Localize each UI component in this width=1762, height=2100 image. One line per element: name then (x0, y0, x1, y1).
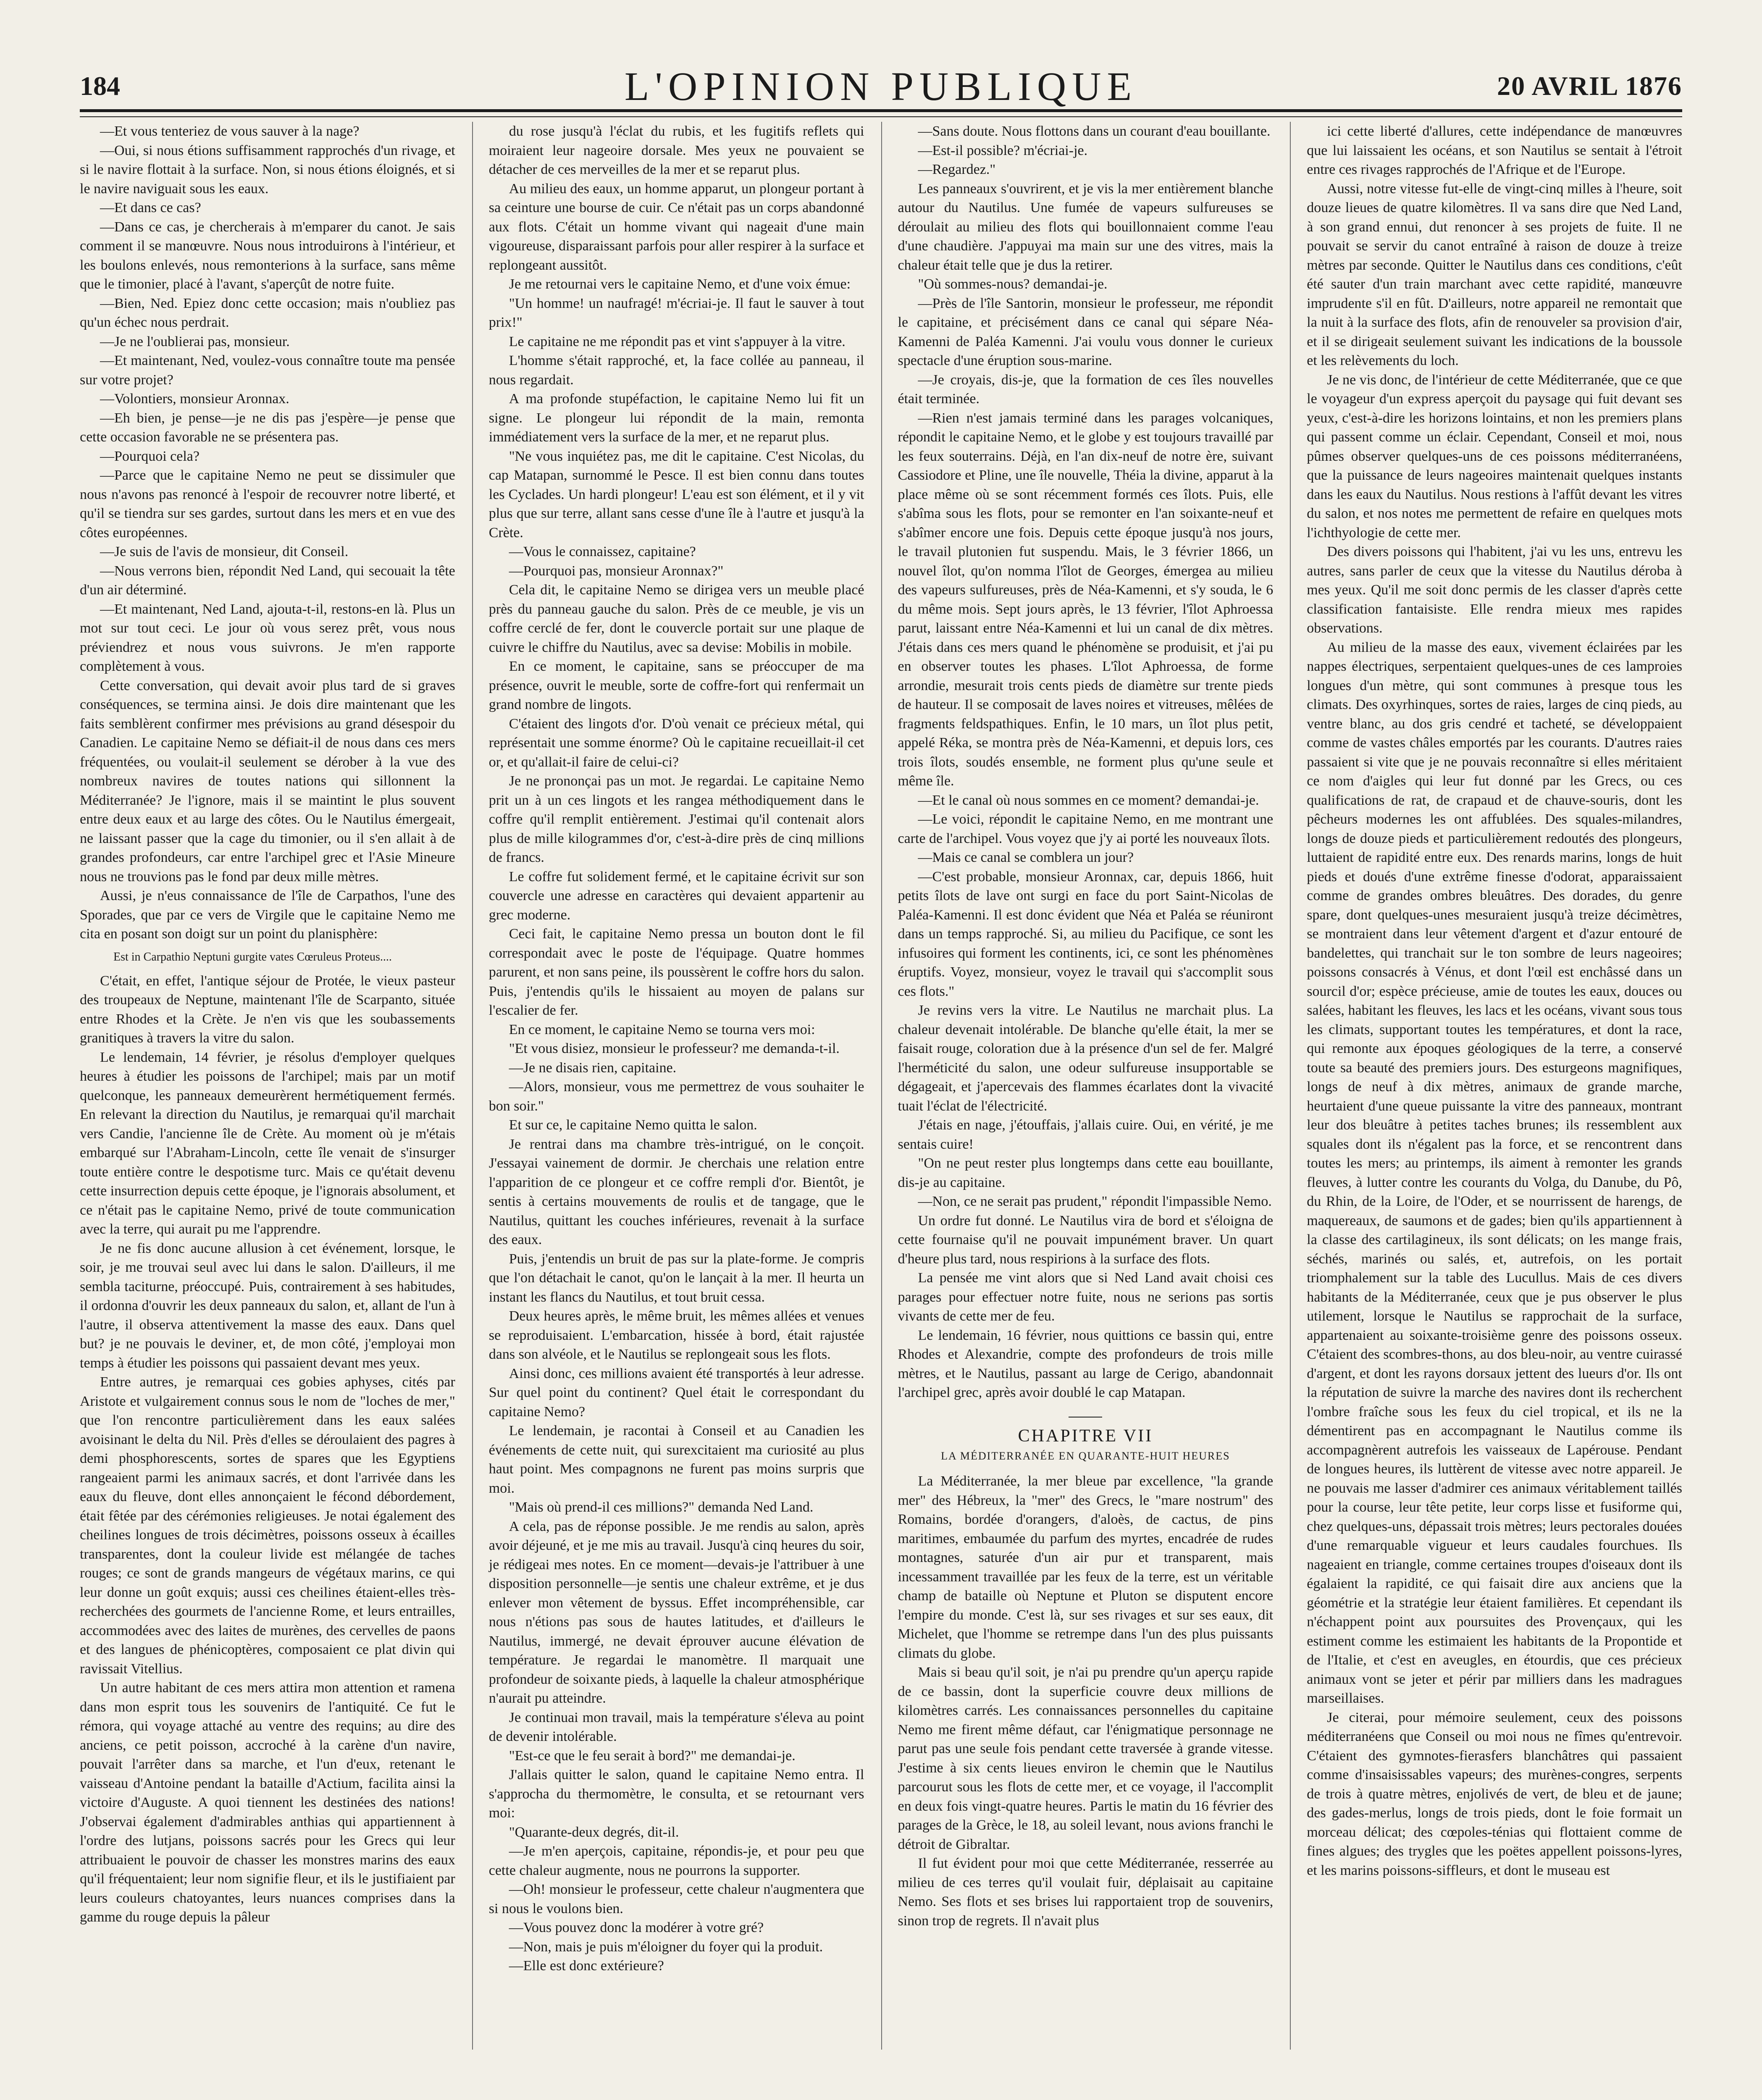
article-paragraph: —Eh bien, je pense—je ne dis pas j'espère—je pense que cette occasion favorable ne se présentera pas. (80, 410, 455, 445)
article-paragraph: —Je ne l'oublierai pas, monsieur. (100, 333, 290, 349)
article-paragraph: "Où sommes-nous? demandai-je. (918, 276, 1108, 292)
article-paragraph: Le capitaine ne me répondit pas et vint s'appuyer à la vitre. (509, 333, 846, 349)
article-paragraph: Cela dit, le capitaine Nemo se dirigea vers un meuble placé près du panneau gauche du salon. Près de ce meuble, je vis un coffre cerclé de fer, dont le couvercle portait sur une plaque de cuivre le chiffre du Nautilus, avec sa devise: Mobilis in mobile. (488, 582, 864, 655)
article-paragraph: Un autre habitant de ces mers attira mon attention et ramena dans mon esprit tous les souvenirs de l'antiquité. Ce fut le rémora, qui voyage attaché au ventre des requins; au dire des anciens, ce petit poisson, accroché à la carène d'un navire, pouvait l'arrêter dans sa marche, et l'un d'eux, retenant le vaisseau d'Antoine pendant la bataille d'Actium, facilita ainsi la victoire d'Auguste. A quoi tiennent les destinées des nations! J'observai également d'admirables anthias qui appartiennent à l'ordre des lutjans, poissons sacrés pour les Grecs qui leur attribuaient le pouvoir de chasser les monstres marins des eaux qu'il fréquentaient; leur nom signifie fleur, et ils le justifiaient par leurs couleurs chatoyantes, leurs nuances comprises dans la gamme du rouge depuis la pâleur (80, 1680, 455, 1925)
article-paragraph: Le coffre fut solidement fermé, et le capitaine écrivit sur son couvercle une adresse en caractères qui devaient appartenir au grec moderne. (488, 869, 864, 923)
article-paragraph: —Sans doute. Nous flottons dans un courant d'eau bouillante. (918, 123, 1271, 139)
article-paragraph: "Mais où prend-il ces millions?" demanda Ned Land. (509, 1499, 814, 1515)
article-paragraph: —Vous le connaissez, capitaine? (509, 544, 696, 559)
article-paragraph: J'étais en nage, j'étouffais, j'allais cuire. Oui, en vérité, je me sentais cuire! (898, 1117, 1274, 1152)
article-paragraph: Je ne fis donc aucune allusion à cet événement, lorsque, le soir, je me trouvai seul avec lui dans le salon. D'ailleurs, il me sembla taciturne, préoccupé. Puis, contrairement à ses habitudes, il ordonna d'ouvrir les deux panneaux du salon, et, allant de l'un à l'autre, il observa attentivement la masse des eaux. Dans quel but? je ne pouvais le deviner, et, de mon côté, j'employai mon temps à étudier les poissons qui passaient devant mes yeux. (80, 1240, 455, 1371)
article-paragraph: —Vous pouvez donc la modérer à votre gré? (509, 1920, 764, 1935)
article-paragraph: —Je m'en aperçois, capitaine, répondis-je, et pour peu que cette chaleur augmente, nous ne pourrons la supporter. (488, 1843, 864, 1878)
article-paragraph: J'allais quitter le salon, quand le capitaine Nemo entra. Il s'approcha du thermomètre, le consulta, et se retournant vers moi: (488, 1767, 864, 1821)
article-paragraph: Mais si beau qu'il soit, je n'ai pu prendre qu'un aperçu rapide de ce bassin, dont la superficie couvre deux millions de kilomètres carrés. Les connaissances personnelles du capitaine Nemo me firent même défaut, car l'énigmatique personnage ne parut pas une seule fois pendant cette traversée à grande vitesse. J'estime à six cents lieues environ le chemin que le Nautilus parcourut sous les flots de cette mer, et ce voyage, il l'accomplit en deux fois vingt-quatre heures. Partis le matin du 16 février des parages de la Grèce, le 18, au soleil levant, nous avions franchi le détroit de Gibraltar. (898, 1664, 1274, 1852)
article-paragraph: "Et vous disiez, monsieur le professeur? me demanda-t-il. (509, 1041, 840, 1056)
article-paragraph: —Nous verrons bien, répondit Ned Land, qui secouait la tête d'un air déterminé. (80, 563, 455, 598)
article-paragraph: En ce moment, le capitaine Nemo se tourna vers moi: (509, 1021, 815, 1037)
article-paragraph: "Un homme! un naufragé! m'écriai-je. Il faut le sauver à tout prix!" (488, 295, 864, 330)
article-paragraph: —Parce que le capitaine Nemo ne peut se dissimuler que nous n'avons pas renoncé à l'espoir de recouvrer notre liberté, et qu'il se tiendra sur ses gardes, surtout dans les mers et en vue des côtes européennes. (80, 467, 455, 541)
article-paragraph: ici cette liberté d'allures, cette indépendance de manœuvres que lui laissaient les océans, et son Nautilus se sentait à l'étroit entre ces rivages rapprochés de l'Afrique et de l'Europe. (1307, 123, 1682, 177)
article-paragraph: —Je suis de l'avis de monsieur, dit Conseil. (100, 544, 349, 559)
article-paragraph: Au milieu de la masse des eaux, vivement éclairées par les nappes électriques, serpentaient quelques-unes de ces lamproies longues d'un mètre, qui sont communes à presque tous les climats. Des oxyrhinques, sortes de raies, larges de cinq pieds, au ventre blanc, au dos gris cendré et tacheté, se développaient comme de vastes châles emportés par les courants. D'autres raies passaient si vite que je ne pouvais reconnaître si elles méritaient ce nom d'aigles qui leur fut donné par les Grecs, ou ces qualifications de rat, de crapaud et de chauve-souris, dont les pêcheurs modernes les ont affublées. Des squales-milandres, longs de douze pieds et particulièrement redoutés des plongeurs, luttaient de rapidité entre eux. Des renards marins, longs de huit pieds et doués d'une extrême finesse d'odorat, apparaissaient comme de grandes ombres bleuâtres. Des dorades, du genre spare, dont quelques-unes mesuraient jusqu'à treize décimètres, se montraient dans leur vêtement d'argent et d'azur entouré de bandelettes, qui tranchait sur le ton sombre de leurs nageoires; poissons consacrés à Vénus, et dont l'œil est enchâssé dans un sourcil d'or; espèce précieuse, amie de toutes les eaux, douces ou salées, habitant les fleuves, les lacs et les océans, vivant sous tous les climats, supportant toutes les températures, et dont la race, qui remonte aux époques géologiques de la terre, a conservé toute sa beauté des premiers jours. Des esturgeons magnifiques, longs de neuf à dix mètres, animaux de grande marche, heurtaient d'une queue puissante la vitre des panneaux, montrant leur dos bleuâtre à petites taches brunes; ils ressemblent aux squales dont ils n'égalent pas la force, et se rencontrent dans toutes les mers; au printemps, ils aiment à remonter les grands fleuves, à lutter contre les courants du Volga, du Danube, du Pô, du Rhin, de la Loire, de l'Oder, et se nourrissent de harengs, de maquereaux, de saumons et de gades; bien qu'ils appartiennent à la classe des cartilagineux, ils sont délicats; on les mange frais, séchés, marinés ou salés, et, autrefois, on les portait triomphalement sur la table des Lucullus. Mais de ces divers habitants de la Méditerranée, ceux que je pus observer le plus utilement, lorsque le Nautilus se rapprochait de la surface, appartenaient au soixante-troisième genre des poissons osseux. C'étaient des scombres-thons, au dos bleu-noir, au ventre cuirassé d'argent, et dont les rayons dorsaux jettent des lueurs d'or. Ils ont la réputation de suivre la marche des navires dont ils recherchent l'ombre fraîche sous les feux du ciel tropical, et ils ne la démentirent pas en accompagnant le Nautilus comme ils accompagnèrent autrefois les vaisseaux de Lapérouse. Pendant de longues heures, ils luttèrent de vitesse avec notre appareil. Je ne pouvais me lasser d'admirer ces animaux véritablement taillés pour la course, leur tête petite, leur corps lisse et fusiforme qui, chez quelques-uns, dépassait trois mètres; leurs pectorales douées d'une remarquable vigueur et leurs caudales fourchues. Ils nageaient en triangle, comme certaines troupes d'oiseaux dont ils égalaient la rapidité, ce qui faisait dire aux anciens que la géométrie et la stratégie leur étaient familières. Et cependant ils n'échappent point aux poursuites des Provençaux, qui les estiment comme les estimaient les habitants de la Propontide et de l'Italie, et c'est en aveugles, en étourdis, que ces précieux animaux vont se jeter et périr par milliers dans les madragues marseillaises. (1307, 639, 1682, 1706)
article-paragraph: —Rien n'est jamais terminé dans les parages volcaniques, répondit le capitaine Nemo, et le globe y est toujours travaillé par les feux souterrains. Déjà, en l'an dix-neuf de notre ère, suivant Cassiodore et Pline, une île nouvelle, Théia la divine, apparut à la place même où se sont récemment formés ces îlots. Puis, elle s'abîma sous les flots, pour se remonter en l'an soixante-neuf et s'abîmer encore une fois. Depuis cette époque jusqu'à nos jours, le travail plutonien fut suspendu. Mais, le 3 février 1866, un nouvel îlot, qu'on nomma l'îlot de Georges, émergea au milieu des vapeurs sulfureuses, près de Néa-Kamenni, et s'y souda, le 6 du même mois. Sept jours après, le 13 février, l'îlot Aphroessa parut, laissant entre Néa-Kamenni et lui un canal de dix mètres. J'étais dans ces mers quand le phénomène se produisit, et j'ai pu en observer toutes les phases. L'îlot Aphroessa, de forme arrondie, mesurait trois cents pieds de diamètre sur trente pieds de hauteur. Il se composait de laves noires et vitreuses, mêlées de fragments feldspathiques. Enfin, le 10 mars, un îlot plus petit, appelé Réka, se montra près de Néa-Kamenni, et depuis lors, ces trois îlots, soudés ensemble, ne forment plus qu'une seule et même île. (898, 410, 1274, 789)
article-paragraph: —Dans ce cas, je chercherais à m'emparer du canot. Je sais comment il se manœuvre. Nous nous introduirons à l'intérieur, et les boulons enlevés, nous remonterions à la surface, sans même que le timonier, placé à l'avant, s'aperçût de notre fuite. (80, 219, 455, 292)
article-paragraph: —Volontiers, monsieur Aronnax. (100, 391, 289, 407)
journal-title: L'OPINION PUBLIQUE (624, 64, 1138, 109)
article-paragraph: Entre autres, je remarquai ces gobies aphyses, cités par Aristote et vulgairement connus sous le nom de "loches de mer," que l'on rencontre particulièrement dans les eaux salées avoisinant le delta du Nil. Près d'elles se déroulaient des pagres à demi phosphorescents, sortes de spares que les Egyptiens rangeaient parmi les animaux sacrés, et dont l'arrivée dans les eaux du fleuve, dont elles annonçaient le fécond débordement, était fêtée par des cérémonies religieuses. Je notai également des cheilines longues de trois décimètres, poissons osseux à écailles transparentes, dont la couleur livide est mélangée de taches rouges; ce sont de grands mangeurs de végétaux marins, ce qui leur donne un goût exquis; aussi ces cheilines étaient-elles très-recherchées des gourmets de l'ancienne Rome, et leurs entrailles, accommodées avec des laites de murènes, des cervelles de paons et des langues de phénicoptères, composaient ce plat divin qui ravissait Vitellius. (80, 1374, 455, 1677)
article-paragraph: "Quarante-deux degrés, dit-il. (509, 1824, 679, 1840)
article-paragraph: —Oui, si nous étions suffisamment rapprochés d'un rivage, et si le navire flottait à la surface. Non, si nous étions éloignés, et si le navire naviguait sous les eaux. (80, 142, 455, 197)
page-number: 184 (80, 71, 120, 101)
article-paragraph: Puis, j'entendis un bruit de pas sur la plate-forme. Je compris que l'on détachait le canot, qu'on le lançait à la mer. Il heurta un instant les flancs du Nautilus, et tout bruit cessa. (488, 1251, 864, 1305)
article-paragraph: Je continuai mon travail, mais la température s'éleva au point de devenir intolérable. (488, 1709, 864, 1744)
article-paragraph: C'étaient des lingots d'or. D'où venait ce précieux métal, qui représentait une somme énorme? Où le capitaine recueillait-il cet or, et qu'allait-il faire de celui-ci? (488, 716, 864, 770)
article-paragraph: —Non, mais je puis m'éloigner du foyer qui la produit. (509, 1939, 823, 1955)
article-paragraph: Des divers poissons qui l'habitent, j'ai vu les uns, entrevu les autres, sans parler de ceux que la vitesse du Nautilus déroba à mes yeux. Qu'il me soit donc permis de les classer d'après cette classification fantaisiste. Elle rendra mieux mes rapides observations. (1307, 544, 1682, 636)
text-column-1 (80, 122, 455, 2050)
article-paragraph: "Est-ce que le feu serait à bord?" me demandai-je. (509, 1748, 796, 1764)
article-paragraph: —Regardez." (918, 162, 996, 177)
latin-verse-quote: Est in Carpathio Neptuni gurgite vates Cœruleus Proteus.... (113, 950, 392, 963)
text-column-3 (881, 122, 1274, 2050)
article-paragraph: —Mais ce canal se comblera un jour? (918, 850, 1134, 865)
article-paragraph: A ma profonde stupéfaction, le capitaine Nemo lui fit un signe. Le plongeur lui répondit de la main, remonta immédiatement vers la surface de la mer, et ne reparut plus. (488, 391, 864, 445)
article-paragraph: Les panneaux s'ouvrirent, et je vis la mer entièrement blanche autour du Nautilus. Une fumée de vapeurs sulfureuses se déroulait au milieu des flots qui bouillonnaient comme l'eau d'une chaudière. J'appuyai ma main sur une des vitres, mais la chaleur était telle que je dus la retirer. (898, 181, 1274, 273)
article-paragraph: —Non, ce ne serait pas prudent," répondit l'impassible Nemo. (918, 1194, 1272, 1209)
article-paragraph: Le lendemain, je racontai à Conseil et au Canadien les événements de cette nuit, qui surexcitaient ma curiosité au plus haut point. Mes compagnons ne furent pas moins surpris que moi. (488, 1423, 864, 1496)
article-paragraph: —Je ne disais rien, capitaine. (509, 1060, 677, 1076)
article-paragraph: Il fut évident pour moi que cette Méditerranée, resserrée au milieu de ces terres qu'il voulait fuir, déplaisait au capitaine Nemo. Ses flots et ses brises lui rapportaient trop de souvenirs, sinon trop de regrets. Il n'avait plus (898, 1856, 1274, 1929)
article-paragraph: —Près de l'île Santorin, monsieur le professeur, me répondit le capitaine, et précisément dans ce canal qui sépare Néa-Kamenni de Paléa Kamenni. J'ai voulu vous donner le curieux spectacle d'une éruption sous-marine. (898, 295, 1274, 368)
text-column-2 (472, 122, 864, 2050)
article-paragraph: —C'est probable, monsieur Aronnax, car, depuis 1866, huit petits îlots de lave ont surgi en face du port Saint-Nicolas de Paléa-Kamenni. Il est donc évident que Néa et Paléa se réuniront dans un temps rapproché. Si, au milieu du Pacifique, ce sont les infusoires qui forment les continents, ici, ce sont les phénomènes éruptifs. Voyez, monsieur, voyez le travail qui s'accomplit sous ces flots." (898, 869, 1274, 999)
article-paragraph: A cela, pas de réponse possible. Je me rendis au salon, après avoir déjeuné, et je me mis au travail. Jusqu'à cinq heures du soir, je rédigeai mes notes. En ce moment—devais-je l'attribuer à une disposition personnelle—je sentis une chaleur extrême, et je dus enlever mon vêtement de byssus. Effet incompréhensible, car nous n'étions pas sous de hautes latitudes, et d'ailleurs le Nautilus, immergé, ne devait éprouver aucune élévation de température. Je regardai le manomètre. Il marquait une profondeur de soixante pieds, à laquelle la chaleur atmosphérique n'aurait pu atteindre. (488, 1518, 864, 1706)
article-paragraph: "Ne vous inquiétez pas, me dit le capitaine. C'est Nicolas, du cap Matapan, surnommé le Pesce. Il est bien connu dans toutes les Cyclades. Un hardi plongeur! L'eau est son élément, et il y vit plus que sur terre, allant sans cesse d'une île à l'autre et jusqu'à la Crète. (488, 448, 864, 541)
article-paragraph: Ceci fait, le capitaine Nemo pressa un bouton dont le fil correspondait avec le poste de l'équipage. Quatre hommes parurent, et non sans peine, ils poussèrent le coffre hors du salon. Puis, j'entendis qu'ils le hissaient au moyen de palans sur l'escalier de fer. (488, 926, 864, 1018)
article-paragraph: —Je croyais, dis-je, que la formation de ces îles nouvelles était terminée. (898, 372, 1274, 407)
article-paragraph: —Et maintenant, Ned Land, ajouta-t-il, restons-en là. Plus un mot sur tout ceci. Le jour où vous serez prêt, vous nous préviendrez et nous vous suivrons. Je m'en rapporte complètement à vous. (80, 601, 455, 674)
article-paragraph: La pensée me vint alors que si Ned Land avait choisi ces parages pour effectuer notre fuite, nous ne serions pas sortis vivants de cette mer de feu. (898, 1270, 1274, 1324)
article-paragraph: —Et le canal où nous sommes en ce moment? demandai-je. (918, 792, 1259, 808)
article-paragraph: Le lendemain, 16 février, nous quittions ce bassin qui, entre Rhodes et Alexandrie, compte des profondeurs de trois mille mètres, et le Nautilus, passant au large de Cerigo, abandonnait l'archipel grec, après avoir doublé le cap Matapan. (898, 1327, 1274, 1400)
article-paragraph: —Et maintenant, Ned, voulez-vous connaître toute ma pensée sur votre projet? (80, 353, 455, 388)
article-paragraph: —Pourquoi cela? (100, 448, 200, 464)
article-paragraph: Un ordre fut donné. Le Nautilus vira de bord et s'éloigna de cette fournaise qu'il ne pouvait impunément braver. Un quart d'heure plus tard, nous respirions à la surface des flots. (898, 1213, 1274, 1267)
article-paragraph: La Méditerranée, la mer bleue par excellence, "la grande mer" des Hébreux, la "mer" des Grecs, le "mare nostrum" des Romains, bordée d'orangers, d'aloès, de cactus, de pins maritimes, embaumée du parfum des myrtes, encadrée de rudes montagnes, saturée d'un air pur et transparent, mais incessamment travaillée par les feux de la terre, est un véritable champ de bataille où Neptune et Pluton se disputent encore l'empire du monde. C'est là, sur ses rivages et sur ses eaux, dit Michelet, que l'homme se retrempe dans l'un des plus puissants climats du globe. (898, 1473, 1274, 1661)
article-paragraph: Deux heures après, le même bruit, les mêmes allées et venues se reproduisaient. L'embarcation, hissée à bord, était rajustée dans son alvéole, et le Nautilus se replongeait sous les flots. (488, 1308, 864, 1362)
article-paragraph: C'était, en effet, l'antique séjour de Protée, le vieux pasteur des troupeaux de Neptune, maintenant l'île de Scarpanto, située entre Rhodes et la Crète. Je n'en vis que les soubassements granitiques à travers la vitre du salon. (80, 973, 455, 1046)
text-column-4 (1290, 122, 1682, 2050)
chapter-heading (898, 1417, 1274, 1464)
article-paragraph: —Alors, monsieur, vous me permettrez de vous souhaiter le bon soir." (488, 1079, 864, 1114)
article-paragraph: L'homme s'était rapproché, et, la face collée au panneau, il nous regardait. (488, 353, 864, 388)
article-paragraph: Je citerai, pour mémoire seulement, ceux des poissons méditerranéens que Conseil ou moi nous ne fîmes qu'entrevoir. C'étaient des gymnotes-fierasfers blanchâtres qui passaient comme d'insaisissables vapeurs; des murènes-congres, serpents de trois à quatre mètres, enjolivés de vert, de bleu et de jaune; des gades-merlus, longs de trois pieds, dont le foie formait un morceau délicat; des cœpoles-ténias qui flottaient comme de fines algues; des trygles que les poëtes appellent poissons-lyres, et les marins poissons-siffleurs, et dont le museau est (1307, 1709, 1682, 1878)
text-columns (80, 122, 1682, 2050)
article-paragraph: —Pourquoi pas, monsieur Aronnax?" (509, 563, 724, 579)
article-paragraph: Et sur ce, le capitaine Nemo quitta le salon. (509, 1117, 757, 1133)
masthead (80, 63, 1682, 112)
article-paragraph: —Le voici, répondit le capitaine Nemo, en me montrant une carte de l'archipel. Vous voyez que j'y ai porté les nouveaux îlots. (898, 811, 1274, 846)
masthead-rule (80, 116, 1682, 117)
chapter-subtitle: LA MÉDITERRANÉE EN QUARANTE-HUIT HEURES (941, 1450, 1230, 1462)
article-paragraph: Cette conversation, qui devait avoir plus tard de si graves conséquences, se termina ainsi. Je dois dire maintenant que les faits semblèrent confirmer mes prévisions au grand désespoir du Canadien. Le capitaine Nemo se défiait-il de nous dans ces mers fréquentées, ou voulait-il seulement se dérober à la vue des nombreux navires de toutes nations qui sillonnent la Méditerranée? Je l'ignore, mais il se maintint le plus souvent entre deux eaux et au large des côtes. Ou le Nautilus émergeait, ne laissant passer que la cage du timonier, ou il s'en allait à de grandes profondeurs, car entre l'archipel grec et l'Asie Mineure nous ne trouvions pas le fond par deux mille mètres. (80, 677, 455, 885)
article-paragraph: "On ne peut rester plus longtemps dans cette eau bouillante, dis-je au capitaine. (898, 1155, 1274, 1190)
article-paragraph: —Oh! monsieur le professeur, cette chaleur n'augmentera que si nous le voulons bien. (488, 1882, 864, 1916)
article-paragraph: Je ne vis donc, de l'intérieur de cette Méditerranée, que ce que le voyageur d'un express aperçoit du paysage qui fuit devant ses yeux, c'est-à-dire les horizons lointains, et non les premiers plans qui passent comme un éclair. Cependant, Conseil et moi, nous pûmes observer quelques-uns de ces poissons méditerranéens, que la puissance de leurs nageoires maintenait quelques instants dans les eaux du Nautilus. Nous restions à l'affût devant les vitres du salon, et nos notes me permettent de refaire en quelques mots l'ichthyologie de cette mer. (1307, 372, 1682, 541)
article-paragraph: Je rentrai dans ma chambre très-intrigué, on le conçoit. J'essayai vainement de dormir. Je cherchais une relation entre l'apparition de ce plongeur et ce coffre rempli d'or. Bientôt, je sentis à certains mouvements de roulis et de tangage, que le Nautilus, quittant les couches inférieures, revenait à la surface des eaux. (488, 1136, 864, 1247)
article-paragraph: Ainsi donc, ces millions avaient été transportés à leur adresse. Sur quel point du continent? Quel était le correspondant du capitaine Nemo? (488, 1365, 864, 1420)
article-paragraph: Je me retournai vers le capitaine Nemo, et d'une voix émue: (509, 276, 851, 292)
article-paragraph: Aussi, je n'eus connaissance de l'île de Carpathos, l'une des Sporades, que par ce vers de Virgile que le capitaine Nemo me cita en posant son doigt sur un point du planisphère: (80, 888, 455, 942)
article-paragraph: —Bien, Ned. Epiez donc cette occasion; mais n'oubliez pas qu'un échec nous perdrait. (80, 295, 455, 330)
chapter-title: CHAPITRE VII (1018, 1426, 1153, 1446)
article-paragraph: En ce moment, le capitaine, sans se préoccuper de ma présence, ouvrit le meuble, sorte de coffre-fort qui renfermait un grand nombre de lingots. (488, 659, 864, 712)
article-paragraph: Aussi, notre vitesse fut-elle de vingt-cinq milles à l'heure, soit douze lieues de quatre kilomètres. Il va sans dire que Ned Land, à son grand ennui, dut renoncer à ses projets de fuite. Il ne pouvait se servir du canot entraîné à raison de douze à treize mètres par seconde. Quitter le Nautilus dans ces conditions, c'eût été sauter d'un train marchant avec cette rapidité, manœuvre imprudente s'il en fût. D'ailleurs, notre appareil ne remontait que la nuit à la surface des flots, afin de renouveler sa provision d'air, et il se dirigeait seulement suivant les indications de la boussole et les relèvements du loch. (1307, 181, 1682, 368)
article-paragraph: Je ne prononçai pas un mot. Je regardai. Le capitaine Nemo prit un à un ces lingots et les rangea méthodiquement dans le coffre qu'il remplit entièrement. J'estimai qu'il contenait alors plus de mille kilogrammes d'or, c'est-à-dire près de cinq millions de francs. (488, 773, 864, 865)
article-paragraph: Au milieu des eaux, un homme apparut, un plongeur portant à sa ceinture une bourse de cuir. Ce n'était pas un corps abandonné aux flots. C'était un homme vivant qui nageait d'une main vigoureuse, disparaissant parfois pour aller respirer à la surface et replongeant aussitôt. (488, 181, 864, 273)
article-paragraph: du rose jusqu'à l'éclat du rubis, et les fugitifs reflets qui moiraient leur nageoire dorsale. Mes yeux ne pouvaient se détacher de ces merveilles de la mer et se reparut plus. (488, 123, 864, 177)
article-paragraph: —Et vous tenteriez de vous sauver à la nage? (100, 123, 360, 139)
chapter-rule (1069, 1417, 1102, 1418)
issue-date: 20 AVRIL 1876 (1497, 71, 1682, 101)
article-paragraph: —Est-il possible? m'écriai-je. (918, 142, 1088, 158)
article-paragraph: Le lendemain, 14 février, je résolus d'employer quelques heures à étudier les poissons de l'archipel; mais par un motif quelconque, les panneaux demeurèrent hermétiquement fermés. En relevant la direction du Nautilus, je remarquai qu'il marchait vers Candie, l'ancienne île de Crète. Au moment où je m'étais embarqué sur l'Abraham-Lincoln, cette île venait de s'insurger toute entière contre le despotisme turc. Mais ce qu'était devenu cette insurrection depuis cette époque, je l'ignorais absolument, et ce n'était pas le capitaine Nemo, privé de toute communication avec la terre, qui aurait pu me l'apprendre. (80, 1049, 455, 1237)
article-paragraph: —Elle est donc extérieure? (509, 1958, 664, 1974)
article-paragraph: Je revins vers la vitre. Le Nautilus ne marchait plus. La chaleur devenait intolérable. De blanche qu'elle était, la mer se faisait rouge, coloration due à la présence d'un sel de fer. Malgré l'herméticité du salon, une odeur sulfureuse insupportable se dégageait, et j'apercevais des flammes écarlates dont la vivacité tuait l'éclat de l'électricité. (898, 1003, 1274, 1114)
article-paragraph: —Et dans ce cas? (100, 200, 201, 215)
